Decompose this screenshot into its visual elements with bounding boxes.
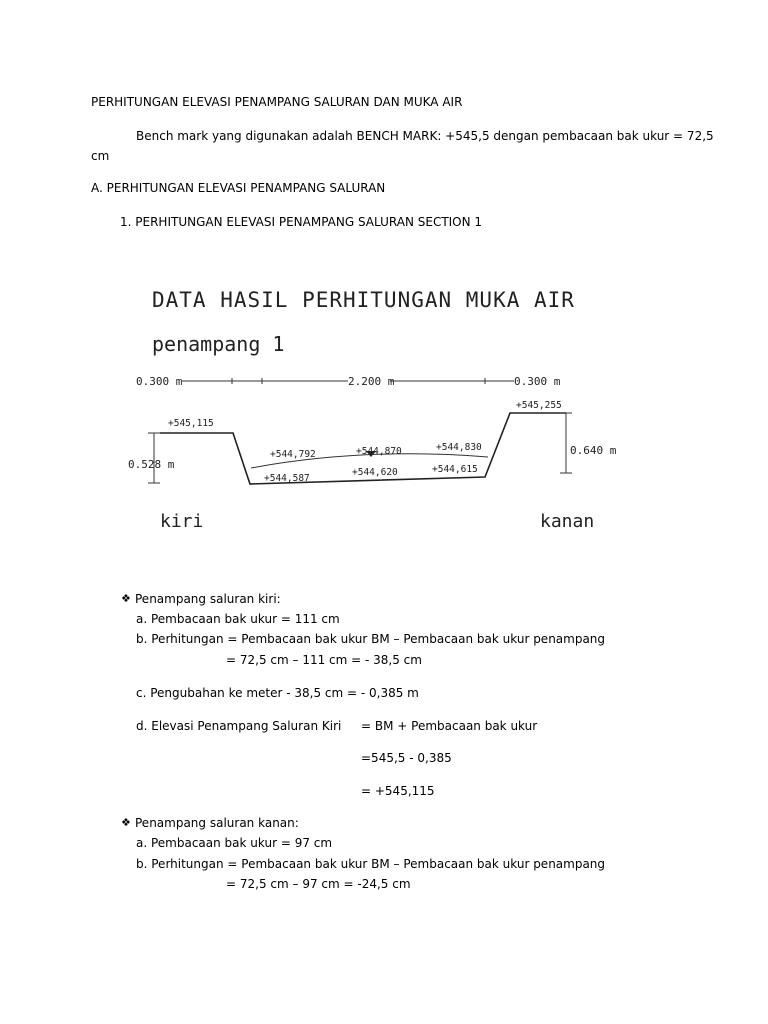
label-kiri: kiri: [160, 511, 204, 532]
section-a-heading: A. PERHITUNGAN ELEVASI PENAMPANG SALURAN: [91, 181, 386, 195]
kanan-item-b: b. Perhitungan = Pembacaan bak ukur BM – Pembacaan bak ukur penampang: [136, 857, 606, 871]
kanan-item-b-result: = 72,5 cm – 97 cm = -24,5 cm: [226, 877, 411, 891]
intro-paragraph-line-2: cm: [91, 149, 110, 163]
figure-subtitle: penampang 1: [152, 332, 285, 356]
intro-paragraph-line-1: Bench mark yang digunakan adalah BENCH MARK: +545,5 dengan pembacaan bak ukur = 72,5: [136, 129, 714, 143]
kiri-item-d-eq3: = +545,115: [361, 784, 435, 798]
bullet-diamond-icon: ❖: [121, 816, 131, 829]
water-elevation-2: +544,870: [356, 446, 402, 457]
dimension-right-label: 0.300 m: [514, 375, 561, 388]
kiri-item-b-result: = 72,5 cm – 111 cm = - 38,5 cm: [226, 653, 422, 667]
kiri-item-a: a. Pembacaan bak ukur = 111 cm: [136, 612, 340, 626]
elevation-left-top: +545,115: [168, 418, 214, 429]
section-1-heading: 1. PERHITUNGAN ELEVASI PENAMPANG SALURAN SECTION 1: [120, 215, 483, 229]
cross-section-figure: [120, 275, 640, 540]
kanan-heading: Penampang saluran kanan:: [135, 816, 299, 830]
height-left-label: 0.528 m: [128, 458, 175, 471]
bed-elevation-2: +544,620: [352, 467, 398, 478]
dimension-left-label: 0.300 m: [136, 375, 183, 388]
kanan-item-a: a. Pembacaan bak ukur = 97 cm: [136, 836, 333, 850]
height-right-label: 0.640 m: [570, 444, 617, 457]
water-elevation-3: +544,830: [436, 442, 482, 453]
kiri-item-d-label: d. Elevasi Penampang Saluran Kiri: [136, 719, 342, 733]
bed-elevation-3: +544,615: [432, 464, 478, 475]
elevation-right-top: +545,255: [516, 400, 562, 411]
water-elevation-1: +544,792: [270, 449, 316, 460]
figure-title: DATA HASIL PERHITUNGAN MUKA AIR: [152, 288, 575, 312]
bed-elevation-1: +544,587: [264, 473, 310, 484]
kiri-heading: Penampang saluran kiri:: [135, 592, 281, 606]
dimension-middle-label: 2.200 m: [348, 375, 395, 388]
kiri-item-b: b. Perhitungan = Pembacaan bak ukur BM – Pembacaan bak ukur penampang: [136, 632, 606, 646]
kiri-item-c: c. Pengubahan ke meter - 38,5 cm = - 0,385 m: [136, 686, 419, 700]
label-kanan: kanan: [540, 511, 595, 532]
bullet-diamond-icon: ❖: [121, 592, 131, 605]
kiri-item-d-eq1: = BM + Pembacaan bak ukur: [361, 719, 538, 733]
kiri-item-d-eq2: =545,5 - 0,385: [361, 751, 452, 765]
document-title: PERHITUNGAN ELEVASI PENAMPANG SALURAN DAN MUKA AIR: [91, 95, 463, 109]
